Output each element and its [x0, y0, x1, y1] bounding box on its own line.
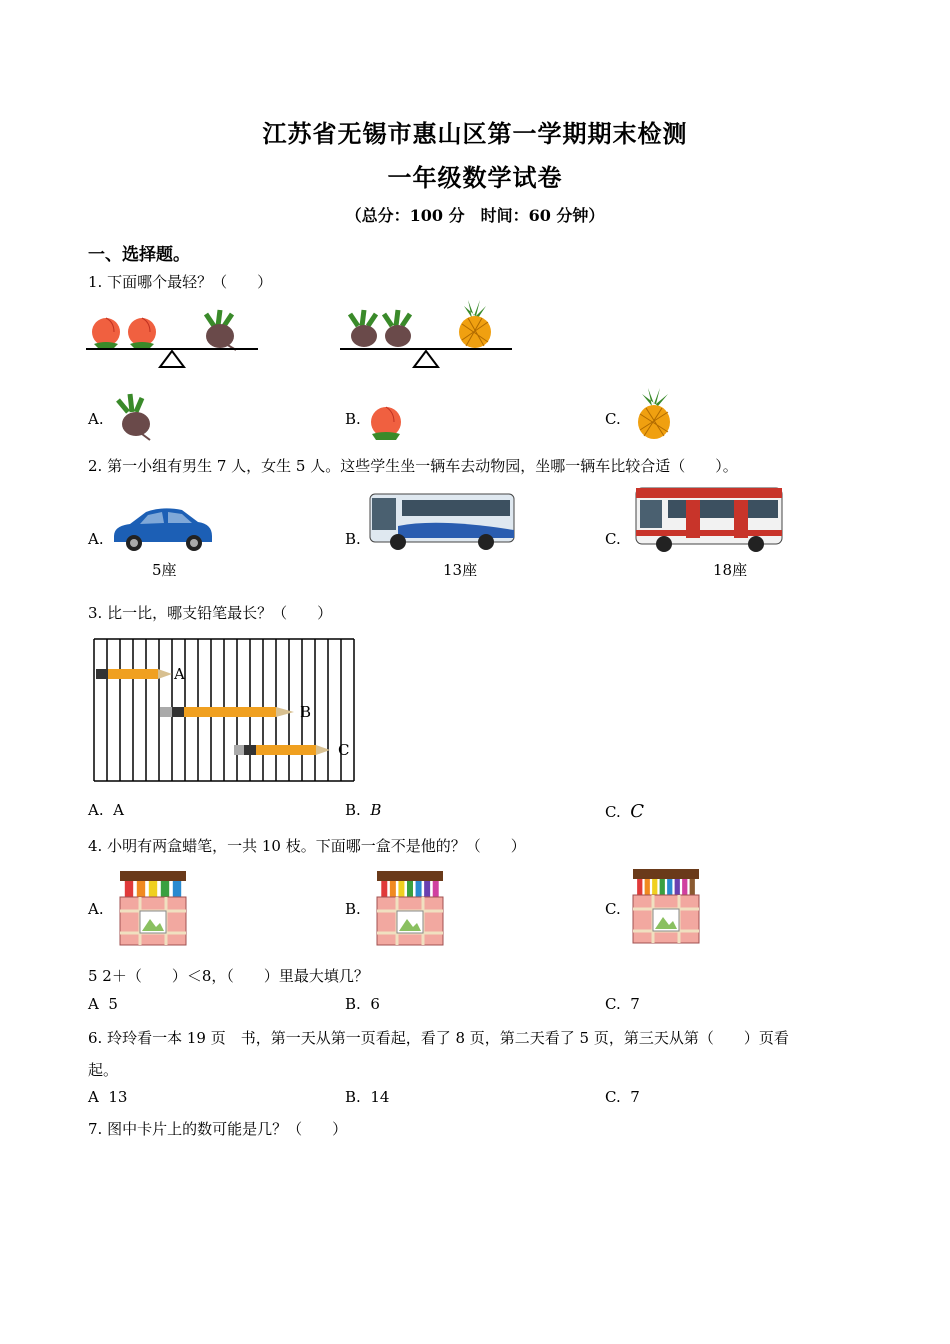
balance-scale-1 [86, 300, 266, 380]
q6-option-a[interactable] [88, 1088, 127, 1106]
crayon [682, 879, 687, 897]
car-icon [110, 506, 214, 552]
option-label: C. [605, 530, 621, 548]
option-value: 7 [630, 995, 640, 1013]
balance-scale-2 [340, 300, 520, 380]
crayon-box-lid [120, 871, 186, 881]
q1-option-c[interactable] [605, 410, 621, 428]
q1-option-a[interactable] [88, 410, 104, 428]
bus-icon [634, 484, 784, 552]
option-label: A. [88, 410, 104, 428]
pencil-a [96, 667, 186, 681]
pineapple-icon [459, 300, 491, 348]
pencil-label-a: A [174, 665, 185, 683]
crayon [125, 881, 133, 899]
q4-option-b[interactable] [345, 900, 361, 918]
crayon [433, 881, 439, 899]
question-6-text: 6. 玲玲看一本 19 页 书，第一天从第一页看起，看了 8 页，第二天看了 5 页，第三天从第（ ）页看 [88, 1029, 789, 1047]
question-2-text: 2. 第一小组有男生 7 人，女生 5 人。这些学生坐一辆车去动物园，坐哪一辆车比较合适（ ）。 [88, 457, 738, 475]
option-value: A [113, 801, 124, 819]
page-subtitle: 一年级数学试卷 [387, 163, 563, 192]
option-value: 6 [370, 995, 380, 1013]
crayon [652, 879, 657, 897]
question-1-text: 1. 下面哪个最轻？（ ） [88, 273, 273, 291]
radish-icon [384, 310, 411, 347]
option-label: A [88, 995, 99, 1013]
question-4-text: 4. 小明有两盒蜡笔，一共 10 枝。下面哪一盒不是他的？（ ） [88, 837, 526, 855]
q2-option-a[interactable] [88, 530, 104, 548]
crayon-box-icon [118, 867, 188, 947]
q3-option-a[interactable] [88, 801, 124, 819]
option-label: B. [345, 530, 361, 548]
q1-option-b[interactable] [345, 410, 361, 428]
option-label: C. [605, 900, 621, 918]
question-3-text: 3. 比一比，哪支铅笔最长？（ ） [88, 604, 333, 622]
question-6-text-cont: 起。 [88, 1061, 119, 1079]
crayon [173, 881, 181, 899]
option-value: B [370, 801, 382, 819]
crayon [667, 879, 672, 897]
pineapple-icon [634, 388, 674, 440]
q3-option-c[interactable] [605, 801, 644, 822]
option-label: A. [88, 530, 104, 548]
crayon-box-icon [375, 867, 445, 947]
pencil-label-b: B [300, 703, 312, 721]
pencil-label-c: C [338, 741, 350, 759]
crayon [416, 881, 422, 899]
option-value: 13 [108, 1088, 128, 1106]
option-value: 14 [370, 1088, 390, 1106]
option-label: A. [88, 801, 104, 819]
crayon [137, 881, 145, 899]
q2-option-b[interactable] [345, 530, 361, 548]
crayon-box-icon [631, 865, 701, 945]
crayon [398, 881, 404, 899]
crayon [381, 881, 387, 899]
q3-option-b[interactable] [345, 801, 381, 819]
peach-icon [128, 318, 156, 348]
crayon [407, 881, 413, 899]
crayon [637, 879, 642, 897]
option-label: B. [345, 995, 361, 1013]
radish-icon [350, 310, 377, 347]
peach-icon [366, 402, 406, 442]
crayon [149, 881, 157, 899]
q6-option-c[interactable] [605, 1088, 640, 1106]
car-seat-caption: 5座 [152, 561, 177, 579]
q4-option-a[interactable] [88, 900, 104, 918]
option-value: C [630, 801, 645, 822]
option-label: A [88, 1088, 99, 1106]
q5-option-b[interactable] [345, 995, 380, 1013]
bus-13-seat-caption: 13座 [443, 561, 478, 579]
q2-option-c[interactable] [605, 530, 621, 548]
option-label: C. [605, 410, 621, 428]
pencil-b [160, 705, 300, 719]
option-label: B. [345, 900, 361, 918]
q6-option-b[interactable] [345, 1088, 389, 1106]
q5-option-a[interactable] [88, 995, 118, 1013]
crayon [675, 879, 680, 897]
crayon [645, 879, 650, 897]
crayon-box-lid [633, 869, 699, 879]
option-label: B. [345, 801, 361, 819]
peach-icon [92, 318, 120, 348]
option-label: C. [605, 995, 621, 1013]
option-value: 7 [630, 1088, 640, 1106]
crayon [390, 881, 396, 899]
option-label: C. [605, 803, 621, 821]
option-label: C. [605, 1088, 621, 1106]
option-label: A. [88, 900, 104, 918]
pencil-c [234, 743, 334, 757]
page-title: 江苏省无锡市惠山区第一学期期末检测 [262, 119, 688, 148]
crayon [660, 879, 665, 897]
option-label: B. [345, 410, 361, 428]
radish-icon [110, 394, 154, 440]
bus-18-seat-caption: 18座 [713, 561, 748, 579]
crayon [161, 881, 169, 899]
q5-option-c[interactable] [605, 995, 640, 1013]
bus-icon [368, 490, 516, 552]
question-5-text: 5 2＋（ ）＜8，（ ）里最大填几？ [88, 967, 369, 985]
pencil-grid [94, 639, 354, 781]
crayon [424, 881, 430, 899]
radish-icon [206, 310, 236, 350]
question-7-text: 7. 图中卡片上的数可能是几？（ ） [88, 1120, 348, 1138]
option-value: 5 [108, 995, 118, 1013]
section-heading: 一、选择题。 [88, 245, 190, 265]
crayon [690, 879, 695, 897]
crayon-box-lid [377, 871, 443, 881]
q4-option-c[interactable] [605, 900, 621, 918]
option-label: B. [345, 1088, 361, 1106]
exam-info: （总分：100 分 时间：60 分钟） [345, 206, 605, 225]
